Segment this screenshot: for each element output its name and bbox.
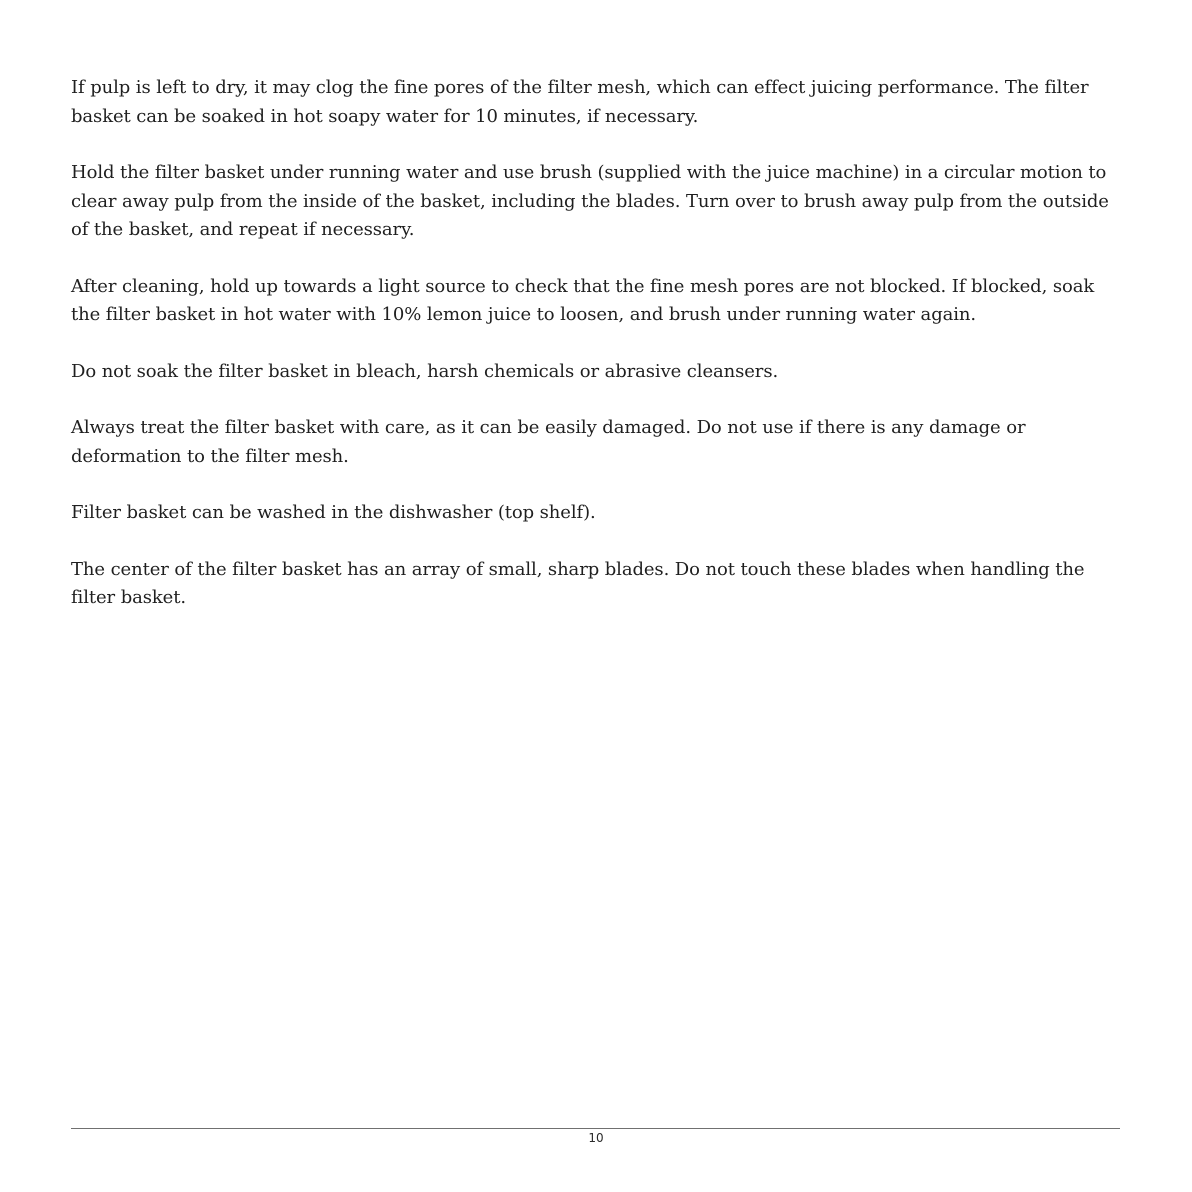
paragraph-sharp-blades: The center of the filter basket has an array of small, sharp blades. Do not touch these blades when handling the filter basket. [71, 558, 1085, 608]
paragraph-dishwasher: Filter basket can be washed in the dishwasher (top shelf). [71, 502, 596, 523]
page-number: 10 [588, 1131, 604, 1145]
paragraph-handle-with-care: Always treat the filter basket with care, as it can be easily damaged. Do not use if there is any damage or deformation to the filter mesh. [71, 417, 1026, 467]
paragraph-brush-cleaning: Hold the filter basket under running water and use brush (supplied with the juice machine) in a circular motion to clear away pulp from the inside of the basket, including the blades. Turn over to brush away pulp from the outside of the basket, and repeat if necessary. [71, 162, 1109, 240]
paragraph-check-mesh: After cleaning, hold up towards a light source to check that the fine mesh pores are not blocked. If blocked, soak the filter basket in hot water with 10% lemon juice to loosen, and brush under running water again. [71, 275, 1095, 325]
footer-divider [71, 1128, 1120, 1129]
paragraph-no-bleach: Do not soak the filter basket in bleach, harsh chemicals or abrasive cleansers. [71, 360, 779, 382]
document-body [71, 74, 1116, 641]
paragraph-drying-pulp: If pulp is left to dry, it may clog the fine pores of the filter mesh, which can effect juicing performance. The filter basket can be soaked in hot soapy water for 10 minutes, if necessary. [71, 77, 1089, 127]
